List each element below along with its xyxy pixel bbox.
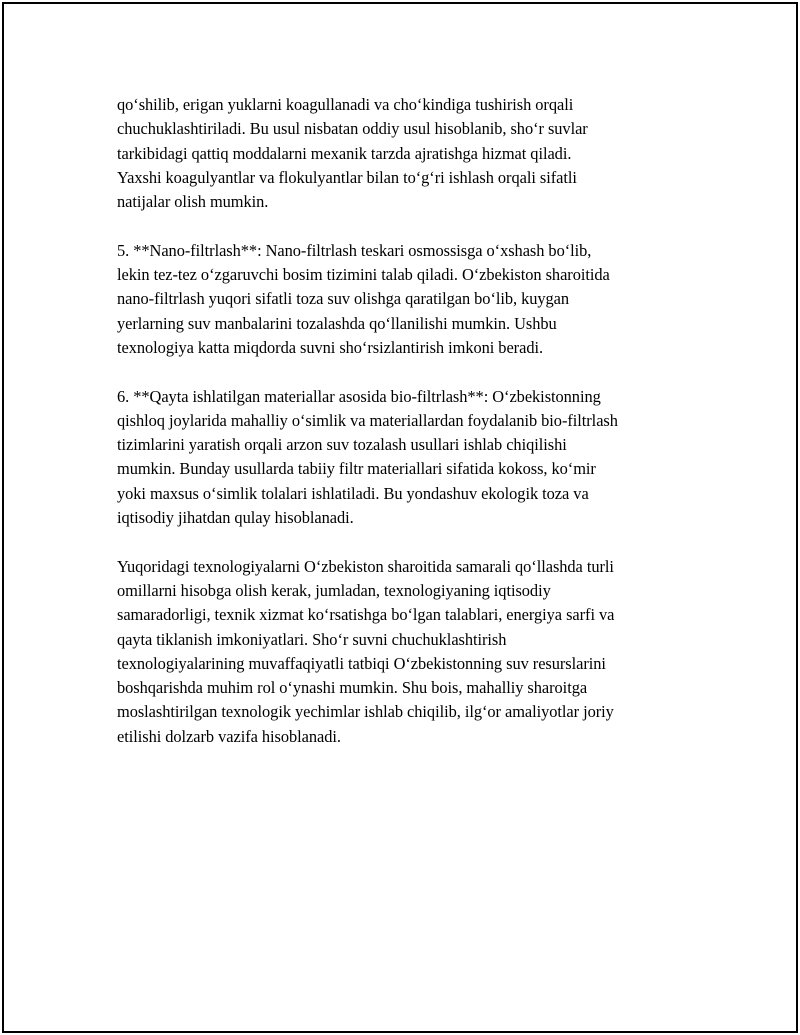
text-line: yerlarning suv manbalarini tozalashda qo‘llanilishi mumkin. Ushbu <box>117 313 557 333</box>
text-line: yoki maxsus o‘simlik tolalari ishlatiladi. Bu yondashuv ekologik toza va <box>117 483 589 503</box>
text-line: mumkin. Bunday usullarda tabiiy filtr materiallari sifatida kokoss, ko‘mir <box>117 459 596 479</box>
text-line: 6. **Qayta ishlatilgan materiallar asosida bio-filtrlash**: O‘zbekistonning <box>117 386 601 406</box>
paragraph-nano-filtration <box>117 239 697 360</box>
text-line: natijalar olish mumkin. <box>117 192 269 212</box>
text-line: omillarni hisobga olish kerak, jumladan, texnologiyaning iqtisodiy <box>117 580 551 600</box>
document-body <box>117 93 697 773</box>
text-line: etilishi dolzarb vazifa hisoblanadi. <box>117 726 341 746</box>
paragraph-conclusion <box>117 555 697 749</box>
text-line: moslashtirilgan texnologik yechimlar ishlab chiqilib, ilg‘or amaliyotlar joriy <box>117 702 614 722</box>
text-line: Yuqoridagi texnologiyalarni O‘zbekiston sharoitida samarali qo‘llashda turli <box>117 556 614 576</box>
text-line: samaradorligi, texnik xizmat ko‘rsatishga bo‘lgan talablari, energiya sarfi va <box>117 605 615 625</box>
text-line: tizimlarini yaratish orqali arzon suv tozalash usullari ishlab chiqilishi <box>117 435 567 455</box>
text-line: 5. **Nano-filtrlash**: Nano-filtrlash teskari osmossisga o‘xshash bo‘lib, <box>117 240 592 260</box>
text-line: qishloq joylarida mahalliy o‘simlik va materiallardan foydalanib bio-filtrlash <box>117 410 618 430</box>
text-line: nano-filtrlash yuqori sifatli toza suv olishga qaratilgan bo‘lib, kuygan <box>117 289 570 309</box>
text-line: lekin tez-tez o‘zgaruvchi bosim tizimini talab qiladi. O‘zbekiston sharoitida <box>117 265 610 285</box>
text-line: texnologiya katta miqdorda suvni sho‘rsizlantirish imkoni beradi. <box>117 337 544 357</box>
paragraph-coagulation <box>117 93 697 214</box>
text-line: texnologiyalarining muvaffaqiyatli tatbiqi O‘zbekistonning suv resurslarini <box>117 653 606 673</box>
paragraph-bio-filtration <box>117 385 697 531</box>
text-line: Yaxshi koagulyantlar va flokulyantlar bilan to‘g‘ri ishlash orqali sifatli <box>117 167 577 187</box>
text-line: chuchuklashtiriladi. Bu usul nisbatan oddiy usul hisoblanib, sho‘r suvlar <box>117 119 588 139</box>
text-line: tarkibidagi qattiq moddalarni mexanik tarzda ajratishga hizmat qiladi. <box>117 143 572 163</box>
text-line: qo‘shilib, erigan yuklarni koagullanadi va cho‘kindiga tushirish orqali <box>117 95 574 114</box>
text-line: boshqarishda muhim rol o‘ynashi mumkin. Shu bois, mahalliy sharoitga <box>117 678 588 698</box>
text-line: iqtisodiy jihatdan qulay hisoblanadi. <box>117 508 354 528</box>
text-line: qayta tiklanish imkoniyatlari. Sho‘r suvni chuchuklashtirish <box>117 629 507 649</box>
